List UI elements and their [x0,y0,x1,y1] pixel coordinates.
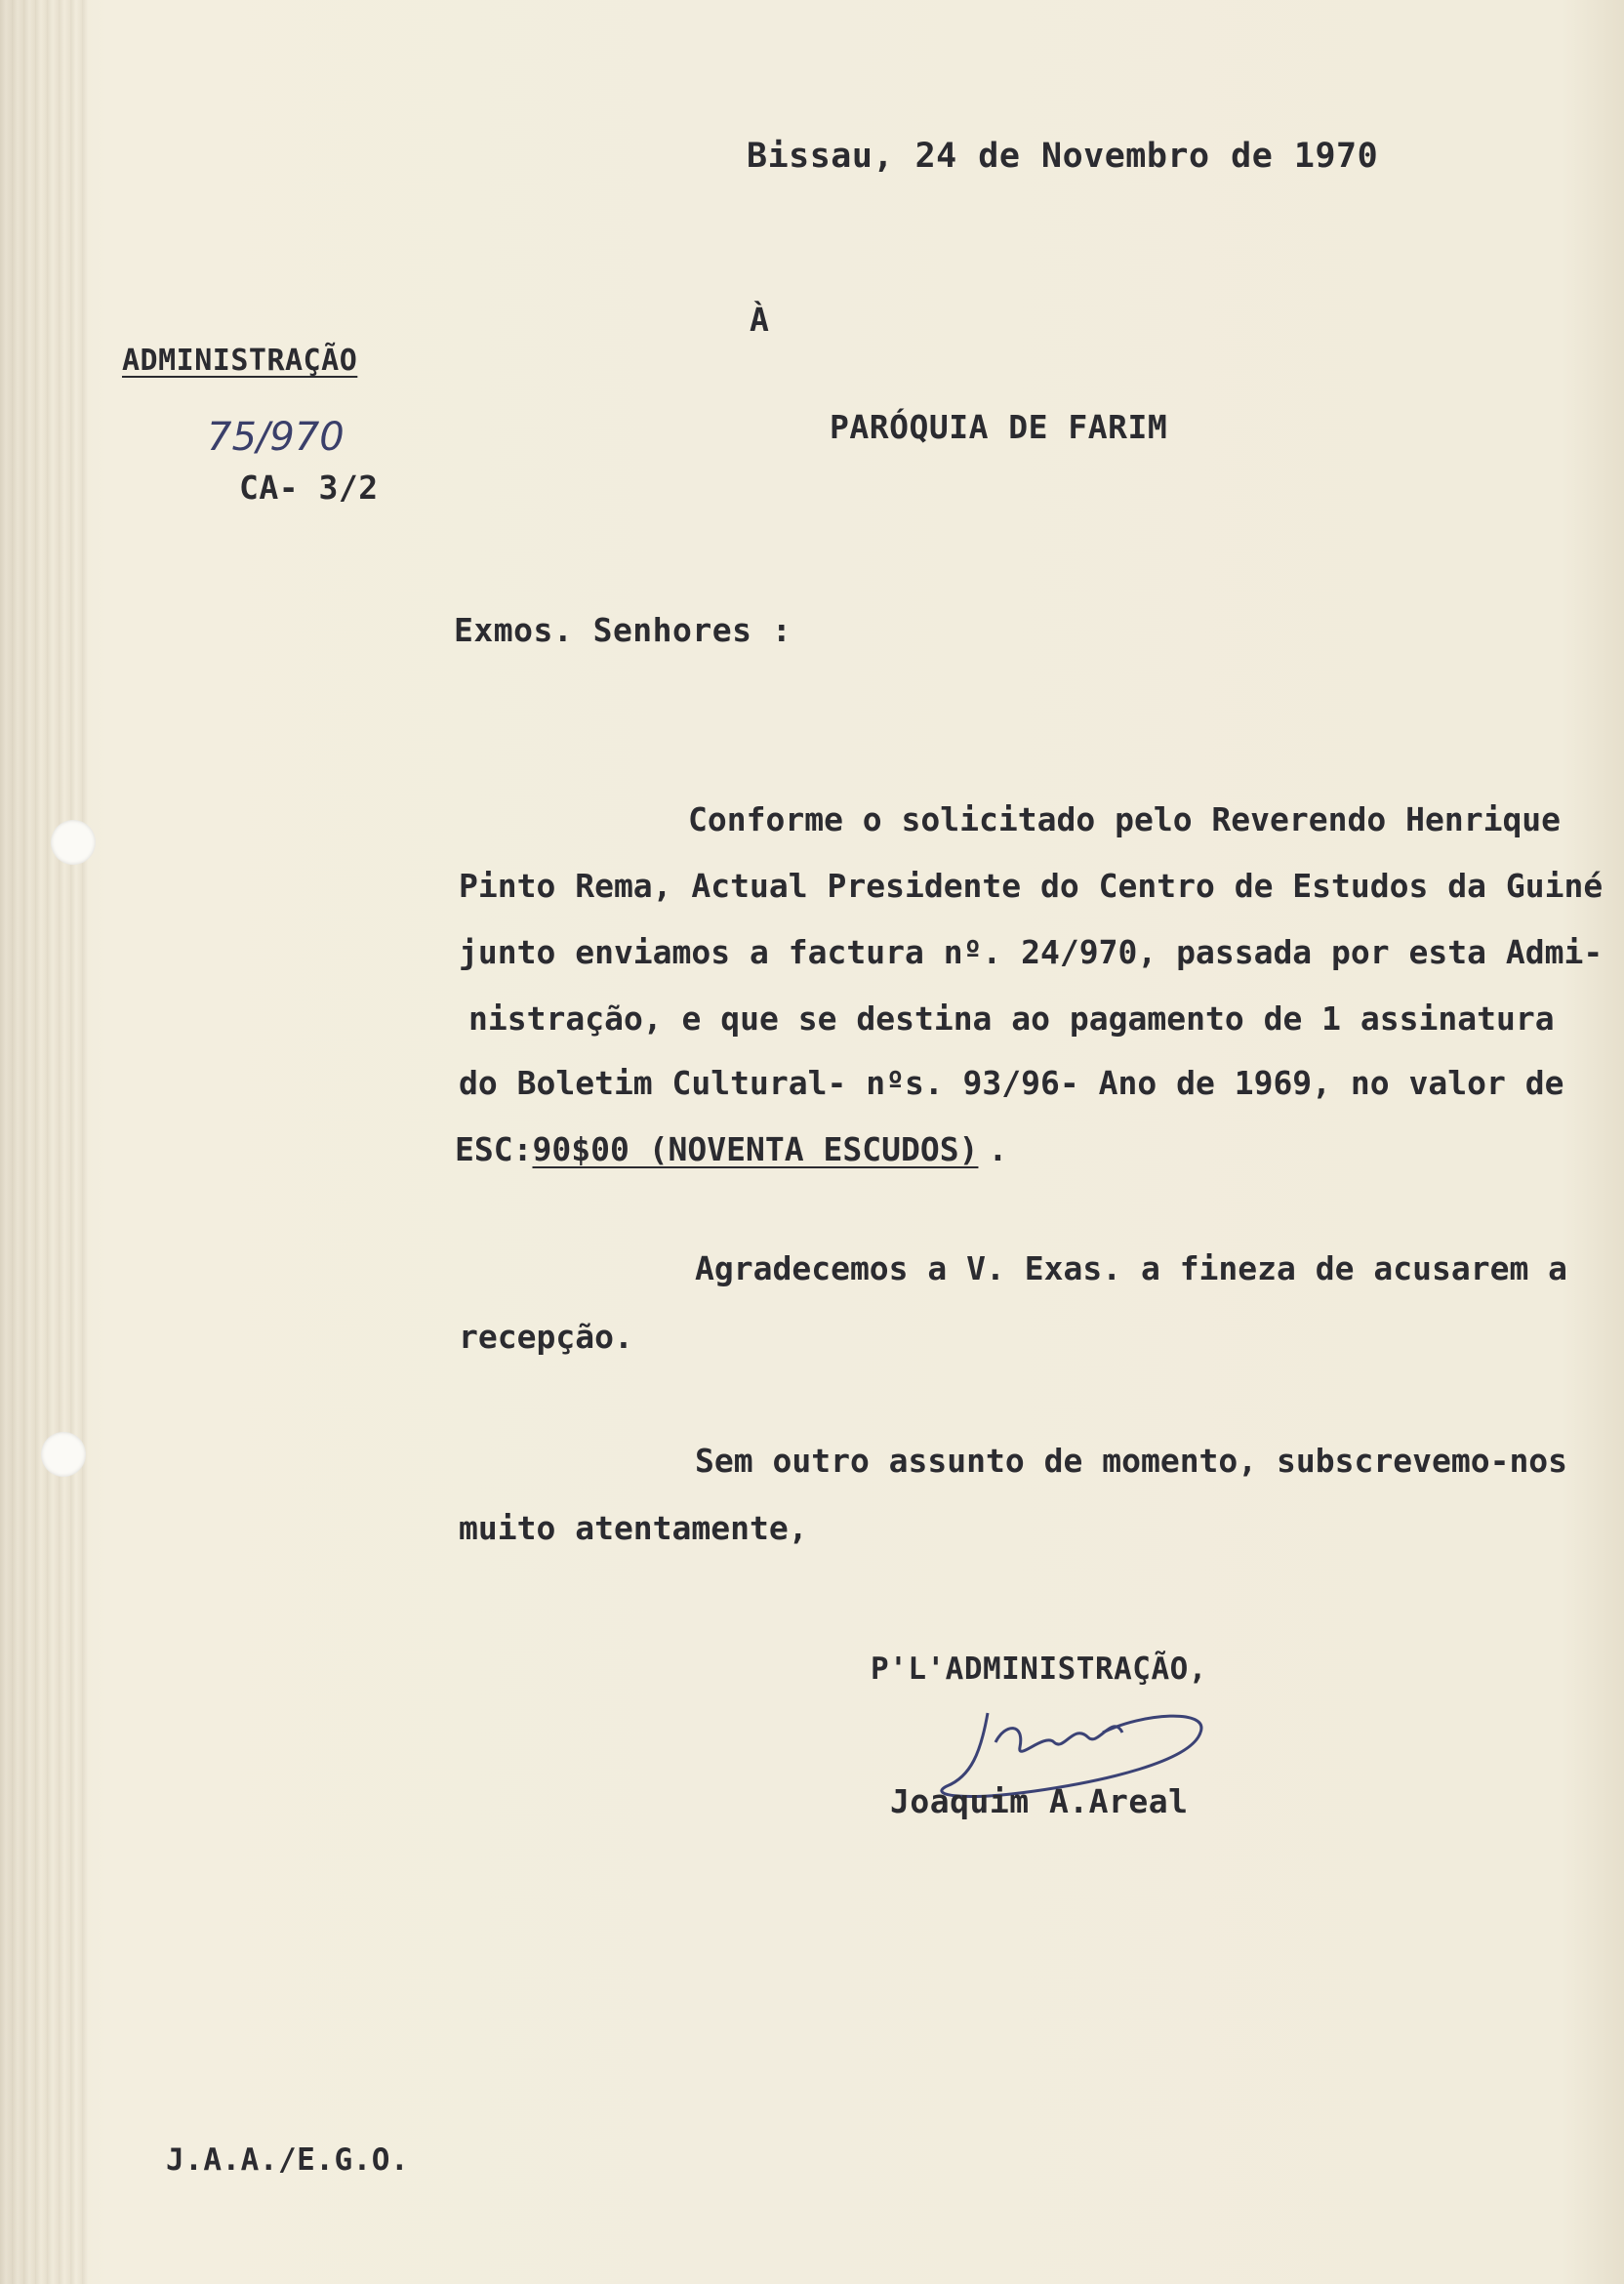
reference-code: CA- 3/2 [239,469,379,507]
signatory-name: Joaquim A.Areal [890,1782,1189,1820]
paragraph1-line: do Boletim Cultural- nºs. 93/96- Ano de 1969, no valor de [459,1064,1564,1102]
addressee: PARÓQUIA DE FARIM [830,408,1168,446]
initials: J.A.A./E.G.O. [166,2142,410,2178]
paragraph1-line: nistração, e que se destina ao pagamento de 1 assinatura [468,999,1555,1038]
paragraph1-line: Conforme o solicitado pelo Reverendo Henrique [688,800,1562,838]
paragraph1-line: Pinto Rema, Actual Presidente do Centro de Estudos da Guiné [459,867,1604,905]
reference-number: 75/970 [207,415,345,460]
amount-line [455,1130,1007,1168]
amount-value: 90$00 (NOVENTA ESCUDOS) [532,1130,979,1168]
closing: P'L'ADMINISTRAÇÃO, [871,1652,1207,1687]
paragraph2-line: recepção. [459,1318,633,1356]
amount-suffix: . [988,1130,1008,1168]
punch-hole-bottom [41,1432,86,1477]
paragraph3-line: muito atentamente, [459,1509,808,1547]
department-heading: ADMINISTRAÇÃO [122,344,358,378]
punch-hole-top [51,820,96,865]
amount-prefix: ESC: [455,1130,533,1168]
addressee-prefix: À [750,301,770,339]
paper-edge [0,0,88,2284]
paragraph1-line: junto enviamos a factura nº. 24/970, passada por esta Admi- [459,933,1604,971]
salutation: Exmos. Senhores : [454,611,792,649]
paragraph3-line: Sem outro assunto de momento, subscrevemo-nos [695,1442,1568,1480]
place-date: Bissau, 24 de Novembro de 1970 [747,137,1379,176]
paragraph2-line: Agradecemos a V. Exas. a fineza de acusarem a [695,1249,1568,1287]
